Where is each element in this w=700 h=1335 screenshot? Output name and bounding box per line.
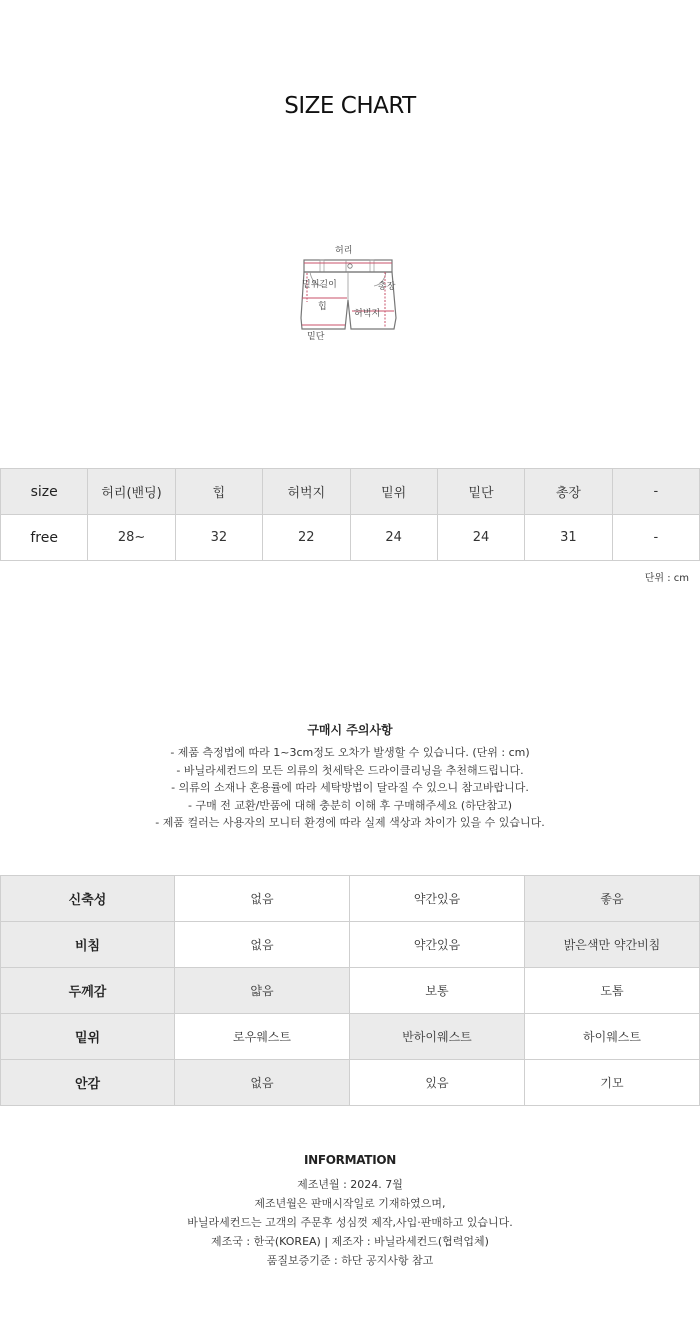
diagram-label-rise: 밑위길이: [302, 280, 337, 290]
information-title: INFORMATION: [303, 1153, 397, 1167]
size-table-cell: -: [612, 515, 699, 561]
feature-label: 비침: [1, 922, 175, 968]
page-title: SIZE CHART: [284, 93, 416, 119]
size-table-cell: 24: [350, 515, 437, 561]
diagram-label-hip: 힙: [318, 302, 327, 312]
feature-option: 얇음: [175, 968, 350, 1014]
feature-option: 기모: [525, 1060, 700, 1106]
list-item: - 구매 전 교환/반품에 대해 충분히 이해 후 구매해주세요 (하단참고): [187, 798, 512, 812]
feature-row-rise: [1, 1014, 700, 1060]
list-item: - 바닐라세컨드의 모든 의류의 첫세탁은 드라이클리닝을 추천해드립니다.: [176, 763, 524, 777]
list-item: 제조년월은 판매시작일로 기재하였으며,: [254, 1197, 446, 1210]
diagram-label-hem: 밑단: [307, 332, 325, 342]
feature-option: 로우웨스트: [175, 1014, 350, 1060]
shorts-measurement-diagram: [290, 240, 410, 350]
size-table-cell: 28~: [88, 515, 175, 561]
diagram-label-waist: 허리: [335, 246, 353, 256]
feature-label: 밑위: [1, 1014, 175, 1060]
size-table-header-cell: 힙: [175, 469, 262, 515]
feature-option: 없음: [175, 922, 350, 968]
information-list: [0, 1175, 700, 1270]
list-item: - 제품 컬러는 사용자의 모니터 환경에 따라 실제 색상과 차이가 있을 수 있습니다.: [155, 816, 545, 830]
feature-label: 안감: [1, 1060, 175, 1106]
list-item: 품질보증기준 : 하단 공지사항 참고: [266, 1254, 434, 1267]
diagram-label-thigh: 허벅지: [354, 309, 381, 319]
list-item: - 의류의 소재나 혼용률에 따라 세탁방법이 달라질 수 있으니 참고바랍니다.: [171, 781, 529, 795]
size-table-header-row: [1, 469, 700, 515]
feature-row-thickness: [1, 968, 700, 1014]
list-item: 바닐라세컨드는 고객의 주문후 성심껏 제작,사입·판매하고 있습니다.: [187, 1216, 513, 1229]
size-table-header-cell: -: [612, 469, 699, 515]
feature-option: 도톰: [525, 968, 700, 1014]
feature-option: 밝은색만 약간비침: [525, 922, 700, 968]
size-table-cell: free: [1, 515, 88, 561]
feature-option: 약간있음: [350, 922, 525, 968]
list-item: 제조년월 : 2024. 7월: [297, 1178, 403, 1191]
list-item: 제조국 : 한국(KOREA) | 제조자 : 바닐라세컨드(협력업체): [211, 1235, 489, 1248]
size-table-cell: 24: [437, 515, 524, 561]
size-table-cell: 32: [175, 515, 262, 561]
size-table: [0, 468, 700, 561]
feature-row-stretch: [1, 876, 700, 922]
list-item: - 제품 측정법에 따라 1~3cm정도 오차가 발생할 수 있습니다. (단위 : cm): [170, 746, 530, 759]
feature-option: 좋음: [525, 876, 700, 922]
size-table-header-cell: 밑위: [350, 469, 437, 515]
feature-option: 없음: [175, 1060, 350, 1106]
notice-title: 구매시 주의사항: [307, 723, 393, 737]
feature-option: 약간있음: [350, 876, 525, 922]
feature-option: 있음: [350, 1060, 525, 1106]
size-table-cell: 22: [263, 515, 350, 561]
size-table-cell: 31: [525, 515, 612, 561]
feature-option: 없음: [175, 876, 350, 922]
feature-row-lining: [1, 1060, 700, 1106]
fabric-feature-table: [0, 875, 700, 1106]
feature-label: 신축성: [1, 876, 175, 922]
size-table-header-cell: 허벅지: [263, 469, 350, 515]
size-table-header-cell: 총장: [525, 469, 612, 515]
table-row: [1, 515, 700, 561]
size-table-header-cell: 허리(밴딩): [88, 469, 175, 515]
feature-option: 반하이웨스트: [350, 1014, 525, 1060]
feature-label: 두께감: [1, 968, 175, 1014]
unit-note: 단위 : cm: [644, 573, 689, 584]
size-table-header-cell: size: [1, 469, 88, 515]
feature-option: 보통: [350, 968, 525, 1014]
diagram-label-length: 총장: [378, 282, 396, 292]
notice-list: [0, 744, 700, 832]
feature-row-sheerness: [1, 922, 700, 968]
feature-option: 하이웨스트: [525, 1014, 700, 1060]
size-table-header-cell: 밑단: [437, 469, 524, 515]
